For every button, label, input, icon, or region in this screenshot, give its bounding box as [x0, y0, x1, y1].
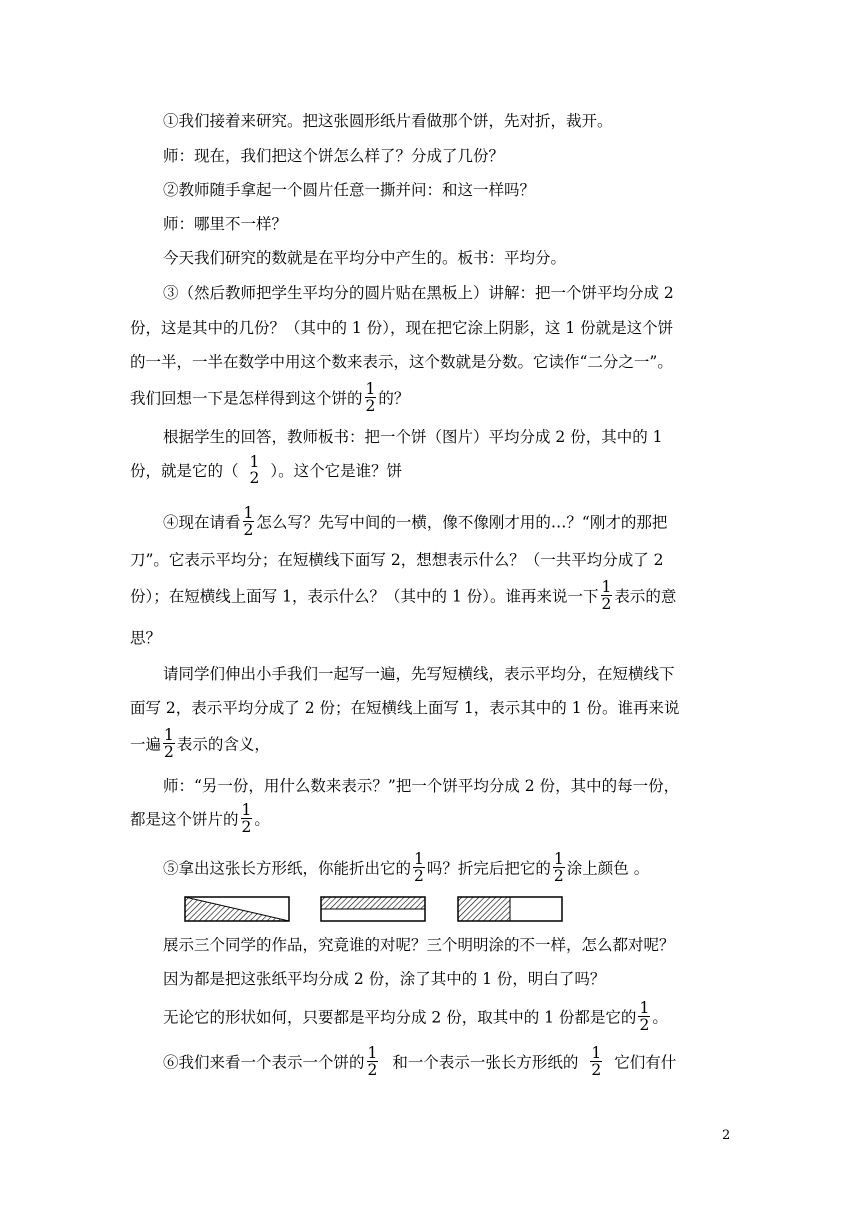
text: 我们回想一下是怎样得到这个饼的 — [130, 389, 363, 408]
text: 表示的意 — [614, 587, 677, 606]
fraction-one-half: $\frac{1}{2}$ — [639, 999, 650, 1034]
paragraph-10-line-2 — [130, 801, 270, 837]
rectangle-left-half-figure — [457, 896, 563, 922]
paragraph-6-line-2: 份，这是其中的几份？（其中的 1 份），现在把它涂上阴影，这 1 份就是这个饼 — [130, 319, 674, 337]
text: 它们有什 — [614, 1053, 677, 1072]
text: 无论它的形状如何，只要都是平均分成 2 份，取其中的 1 份都是它的 — [163, 1008, 637, 1027]
text: 表示的含义， — [176, 735, 270, 754]
paragraph-6-line-3: 的一半，一半在数学中用这个数来表示，这个数就是分数。它读作“二分之一”。 — [130, 353, 673, 371]
fraction-one-half: $\frac{1}{2}$ — [414, 850, 424, 885]
fraction-one-half: $\frac{1}{2}$ — [591, 1044, 602, 1079]
paragraph-15 — [163, 1044, 677, 1080]
text: 都是这个饼片的 — [130, 810, 239, 829]
paragraph-2: 师：现在，我们把这个饼怎么样了？分成了几份？ — [163, 147, 505, 165]
paragraph-12: 展示三个同学的作品，究竟谁的对呢？三个明明涂的不一样，怎么都对呢？ — [163, 936, 675, 954]
paragraph-5: 今天我们研究的数就是在平均分中产生的。板书：平均分。 — [163, 249, 567, 267]
paragraph-10-line-1: 师：“另一份，用什么数来表示？”把一个饼平均分成 2 份，其中的每一份， — [163, 777, 680, 795]
text: 的？ — [378, 389, 410, 408]
paragraph-3: ②教师随手拿起一个圆片任意一撕并问：和这一样吗？ — [163, 181, 536, 199]
fraction-one-half: $\frac{1}{2}$ — [553, 850, 564, 885]
paragraph-9-line-2: 面写 2，表示平均分成了 2 份；在短横线上面写 1，表示其中的 1 份。谁再来说 — [130, 699, 680, 717]
text: 。 — [254, 810, 270, 829]
paragraph-8-line-2: 刀”。它表示平均分；在短横线下面写 2，想想表示什么？（一共平均分成了 2 — [130, 551, 664, 569]
paragraph-7-line-1: 根据学生的回答，教师板书：把一个饼（图片）平均分成 2 份，其中的 1 — [163, 428, 663, 446]
paragraph-1: ①我们接着来研究。把这张圆形纸片看做那个饼，先对折，裁开。 — [163, 112, 613, 130]
text: ⑥我们来看一个表示一个饼的 — [163, 1053, 365, 1072]
rectangle-diagonal-half-figure — [184, 896, 290, 922]
text: 。 — [652, 1008, 668, 1027]
text: 份）；在短横线上面写 1，表示什么？（其中的 1 份）。谁再来说一下 — [130, 587, 599, 606]
fraction-one-half: $\frac{1}{2}$ — [241, 801, 252, 836]
rectangle-top-half-figure — [320, 896, 426, 922]
fraction-one-half: $\frac{1}{2}$ — [367, 1044, 378, 1079]
fraction-one-half: $\frac{1}{2}$ — [164, 726, 174, 761]
paragraph-8-line-3 — [130, 578, 677, 614]
text: 和一个表示一张长方形纸的 — [392, 1053, 579, 1072]
text: 吗？折完后把它的 — [426, 859, 551, 878]
fraction-one-half: $\frac{1}{2}$ — [365, 380, 376, 415]
text: ⑤拿出这张长方形纸，你能折出它的 — [163, 859, 412, 878]
text: ④现在请看 — [163, 513, 241, 532]
paragraph-7-line-2 — [130, 453, 403, 488]
paragraph-13: 因为都是把这张纸平均分成 2 份，涂了其中的 1 份，明白了吗？ — [163, 970, 606, 988]
fraction-one-half: 1 2 — [249, 453, 260, 487]
page-number: 2 — [722, 1128, 731, 1143]
paragraph-6-line-4 — [130, 380, 410, 416]
paragraph-11 — [163, 850, 650, 886]
paragraph-4: 师：哪里不一样？ — [163, 215, 288, 233]
paragraph-9-line-3 — [130, 726, 270, 762]
text: 一遍 — [130, 735, 162, 754]
paragraph-8-line-4: 思？ — [130, 629, 162, 647]
text: 怎么写？先写中间的一横，像不像刚才用的…？“刚才的那把 — [256, 513, 668, 532]
fraction-one-half: $\frac{1}{2}$ — [601, 578, 612, 613]
paragraph-14 — [163, 999, 668, 1035]
fraction-one-half: $\frac{1}{2}$ — [243, 504, 254, 539]
paragraph-9-line-1: 请同学们伸出小手我们一起写一遍，先写短横线，表示平均分，在短横线下 — [163, 665, 675, 683]
text: 涂上颜色 。 — [566, 859, 650, 878]
paragraph-6-line-1: ③（然后教师把学生平均分的圆片贴在黑板上）讲解：把一个饼平均分成 2 — [163, 284, 674, 302]
text: 份，就是它的（ — [130, 462, 239, 480]
paragraph-8-line-1 — [163, 504, 668, 540]
text: ）。这个它是谁？饼 — [270, 462, 403, 480]
